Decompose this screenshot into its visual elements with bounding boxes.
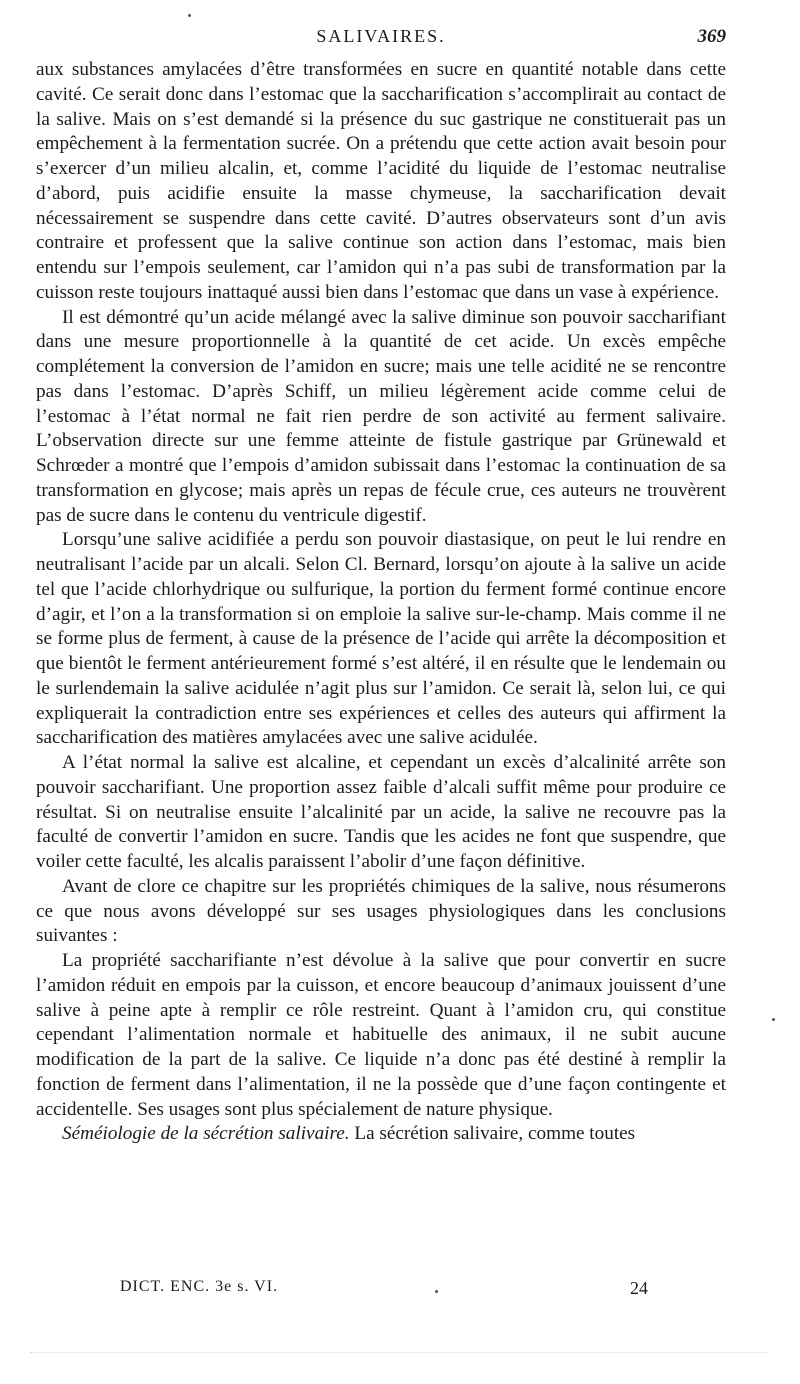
section-title: Séméiologie de la sécrétion salivaire.	[62, 1123, 350, 1145]
paragraph-5: Avant de clore ce chapitre sur les propriétés chimiques de la salive, nous résumerons ce que nous avons développé sur ses usages physiologiques dans les conclusions suivantes :	[36, 875, 726, 947]
signature-number: 24	[630, 1278, 648, 1298]
print-speck	[435, 1290, 438, 1293]
print-speck	[188, 14, 191, 17]
page-footer	[120, 1278, 680, 1302]
paragraph-6: La propriété saccharifiante n’est dévolue à la salive que pour convertir en sucre l’amidon réduit en empois par la cuisson, et encore beaucoup d’animaux jouissent d’une salive à peine apte à remplir ce rôle restreint. Quant à l’amidon cru, qui constitue cependant l’alimentation normale et habituelle des animaux, il ne subit aucune modification de la part de la salive. Ce liquide n’a donc pas été destiné à remplir la fonction de ferment dans l’alimentation, il ne la possède que d’une façon contingente et accidentelle. Ses usages sont plus spécialement de nature physique.	[36, 950, 726, 1120]
section-text: La sécrétion salivaire, comme toutes	[354, 1123, 636, 1145]
running-head: SALIVAIRES.	[316, 26, 446, 46]
page-header	[36, 26, 726, 52]
section-paragraph	[36, 1122, 726, 1147]
paragraph-4: A l’état normal la salive est alcaline, et cependant un excès d’alcalinité arrête son pouvoir saccharifiant. Une proportion assez faible d’alcali suffit même pour produire ce résultat. Si on neutralise ensuite l’alcalinité par un acide, la salive ne recouvre pas la faculté de convertir l’amidon en sucre. Tandis que les acides ne font que suspendre, que voiler cette faculté, les alcalis paraissent l’abolir d’une façon définitive.	[36, 752, 726, 872]
paragraph-1: aux substances amylacées d’être transformées en sucre en quantité notable dans cette cavité. Ce serait donc dans l’estomac que la saccharification s’accomplirait au contact de la salive. Mais on s’est demandé si la présence du suc gastrique ne constituerait pas un empêchement à la fermentation sucrée. On a prétendu que cette action avait besoin pour s’exercer d’un milieu alcalin, et, comme l’acidité du liquide de l’estomac neutralise d’abord, puis acidifie ensuite la masse chymeuse, la saccharification devait nécessairement se suspendre dans cette cavité. D’autres observateurs sont d’un avis contraire et professent que la salive continue son action dans l’estomac, mais bien entendu sur l’empois seulement, car l’amidon qui n’a pas subi de transformation par la cuisson reste toujours inattaqué aussi bien dans l’estomac que dans un vase à expérience.	[36, 59, 726, 303]
bottom-edge-dots	[30, 1352, 770, 1361]
paragraph-3: Lorsqu’une salive acidifiée a perdu son pouvoir diastasique, on peut le lui rendre en neutralisant l’acide par un alcali. Selon Cl. Bernard, lorsqu’on ajoute à la salive un acide tel que l’acide chlorhydrique ou sulfurique, la portion du ferment formé continue encore d’agir, et l’on a la transformation si on emploie la salive sur-le-champ. Mais comme il ne se forme plus de ferment, à cause de la présence de l’acide qui arrête la décomposition et que bientôt le ferment antérieurement formé s’est altéré, il en résulte que le lendemain ou le surlendemain la salive acidulée n’agit plus sur l’amidon. Ce serait là, selon lui, ce qui expliquerait la contradiction entre ses expériences et celles des auteurs qui affirment la saccharification des matières amylacées avec une salive acidulée.	[36, 529, 726, 749]
page-number: 369	[697, 26, 726, 47]
print-speck	[772, 1018, 775, 1021]
body-text	[36, 58, 726, 1147]
signature-mark: DICT. ENC. 3e s. VI.	[120, 1278, 279, 1295]
paragraph-2: Il est démontré qu’un acide mélangé avec la salive diminue son pouvoir saccharifiant dans une mesure proportionnelle à la quantité de cet acide. Un excès empêche complétement la conversion de l’amidon en sucre; mais une telle acidité ne se rencontre pas dans l’estomac. D’après Schiff, un milieu légèrement acide comme celui de l’estomac à l’état normal ne fait rien perdre de son activité au ferment salivaire. L’observation directe sur une femme atteinte de fistule gastrique par Grünewald et Schrœder a montré que l’empois d’amidon subissait dans l’estomac la continuation de sa transformation en glycose; mais après un repas de fécule crue, ces auteurs ne trouvèrent pas de sucre dans le contenu du ventricule digestif.	[36, 306, 726, 526]
